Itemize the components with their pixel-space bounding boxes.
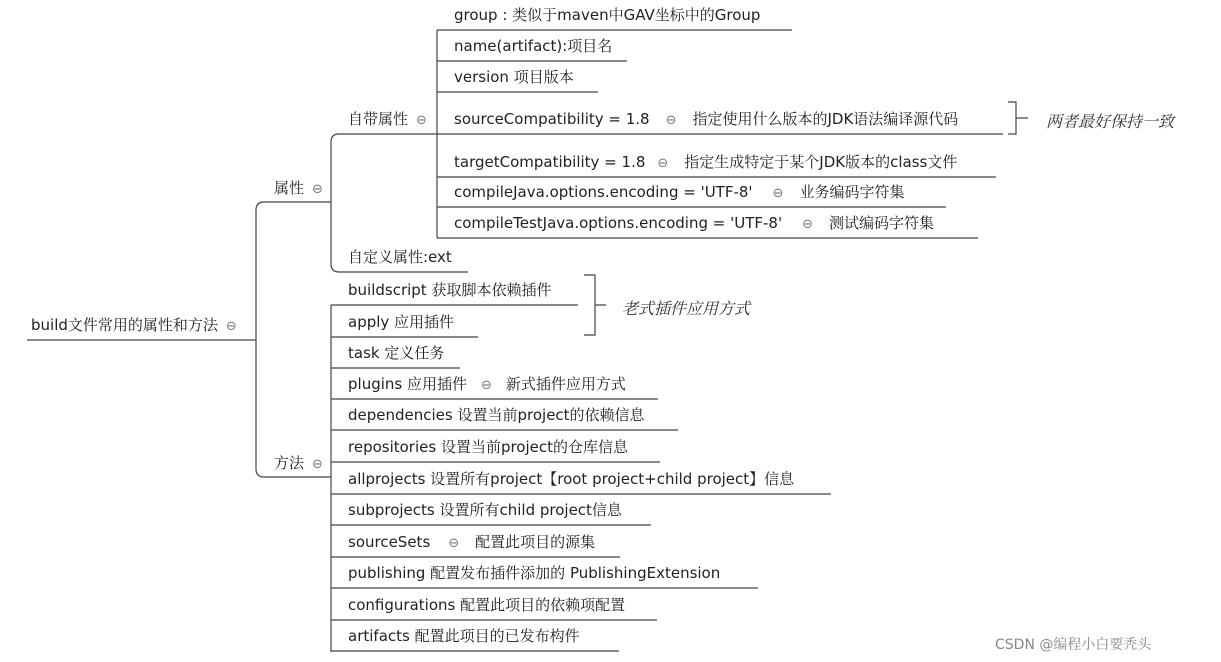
collapse-icon[interactable]: ⊖ — [448, 536, 460, 551]
prop-item-compiletest-encoding[interactable] — [454, 214, 934, 234]
collapse-icon[interactable]: ⊖ — [416, 113, 427, 128]
node-builtin-properties[interactable] — [348, 110, 433, 130]
prop-item-compile-encoding[interactable] — [454, 183, 904, 203]
node-custom-properties[interactable] — [348, 248, 452, 266]
prop-item-group[interactable] — [454, 6, 760, 24]
method-label: repositories 设置当前project的仓库信息 — [348, 438, 629, 456]
collapse-icon[interactable]: ⊖ — [802, 217, 813, 232]
prop-item-note: 指定生成特定于某个JDK版本的class文件 — [684, 153, 958, 171]
prop-item-note: 测试编码字符集 — [829, 214, 935, 232]
method-dependencies[interactable] — [348, 406, 645, 424]
method-label: subprojects 设置所有child project信息 — [348, 501, 622, 519]
method-buildscript[interactable] — [348, 281, 551, 299]
method-artifacts[interactable] — [348, 627, 580, 645]
prop-item-source-compatibility[interactable] — [454, 110, 958, 130]
collapse-icon[interactable]: ⊖ — [657, 156, 669, 171]
prop-item-label: group : 类似于maven中GAV坐标中的Group — [454, 6, 761, 24]
root-node[interactable] — [31, 316, 243, 336]
connector-builtin — [331, 134, 437, 202]
method-apply[interactable] — [348, 313, 454, 331]
prop-item-label: version 项目版本 — [454, 68, 574, 86]
collapse-icon[interactable]: ⊖ — [480, 378, 492, 393]
prop-item-label: compileJava.options.encoding = 'UTF-8' — [454, 183, 753, 201]
method-label: sourceSets — [348, 533, 431, 551]
prop-item-note: 指定使用什么版本的JDK语法编译源代码 — [692, 110, 959, 128]
connector-root-methods — [256, 340, 264, 477]
method-label: task 定义任务 — [348, 344, 445, 362]
prop-item-version[interactable] — [454, 68, 574, 86]
compat-bracket — [1008, 102, 1028, 134]
prop-item-target-compatibility[interactable] — [454, 153, 957, 173]
method-label: configurations 配置此项目的依赖项配置 — [348, 596, 626, 614]
builtin-label: 自带属性 — [348, 110, 409, 128]
compat-bracket-note: 两者最好保持一致 — [1046, 112, 1175, 131]
method-publishing[interactable] — [348, 564, 720, 582]
prop-item-label: sourceCompatibility = 1.8 — [454, 110, 650, 128]
branch-properties[interactable] — [274, 179, 329, 199]
branch-methods-label: 方法 — [274, 454, 305, 472]
method-configurations[interactable] — [348, 596, 625, 614]
connector-root-properties — [256, 202, 264, 340]
root-label: build文件常用的属性和方法 — [31, 316, 218, 334]
method-note: 配置此项目的源集 — [475, 533, 596, 551]
legacy-bracket-note: 老式插件应用方式 — [622, 299, 751, 318]
branch-properties-label: 属性 — [274, 179, 305, 197]
method-allprojects[interactable] — [348, 470, 794, 488]
method-sourcesets[interactable] — [348, 533, 595, 553]
branch-methods[interactable] — [274, 454, 329, 474]
legacy-bracket — [584, 275, 606, 335]
prop-item-label: targetCompatibility = 1.8 — [454, 153, 646, 171]
method-label: artifacts 配置此项目的已发布构件 — [348, 627, 580, 645]
method-label: publishing 配置发布插件添加的 PublishingExtension — [348, 564, 721, 582]
prop-item-label: compileTestJava.options.encoding = 'UTF-8' — [454, 214, 783, 232]
method-label: allprojects 设置所有project【root project+child project】信息 — [348, 470, 795, 488]
method-subprojects[interactable] — [348, 501, 622, 519]
method-note: 新式插件应用方式 — [505, 375, 626, 393]
method-task[interactable] — [348, 344, 444, 362]
method-label: plugins 应用插件 — [348, 375, 467, 393]
prop-item-label: name(artifact):项目名 — [454, 37, 613, 55]
custom-label: 自定义属性:ext — [348, 248, 452, 266]
method-label: buildscript 获取脚本依赖插件 — [348, 281, 552, 299]
watermark: CSDN @编程小白要秃头 — [995, 637, 1152, 653]
method-plugins[interactable] — [348, 375, 626, 395]
prop-item-note: 业务编码字符集 — [799, 183, 905, 201]
prop-item-name[interactable] — [454, 37, 612, 55]
collapse-icon[interactable]: ⊖ — [225, 319, 237, 334]
collapse-icon[interactable]: ⊖ — [312, 182, 323, 197]
method-label: dependencies 设置当前project的依赖信息 — [348, 406, 645, 424]
method-label: apply 应用插件 — [348, 313, 455, 331]
collapse-icon[interactable]: ⊖ — [772, 186, 784, 201]
collapse-icon[interactable]: ⊖ — [312, 457, 323, 472]
collapse-icon[interactable]: ⊖ — [665, 113, 677, 128]
method-repositories[interactable] — [348, 438, 628, 456]
